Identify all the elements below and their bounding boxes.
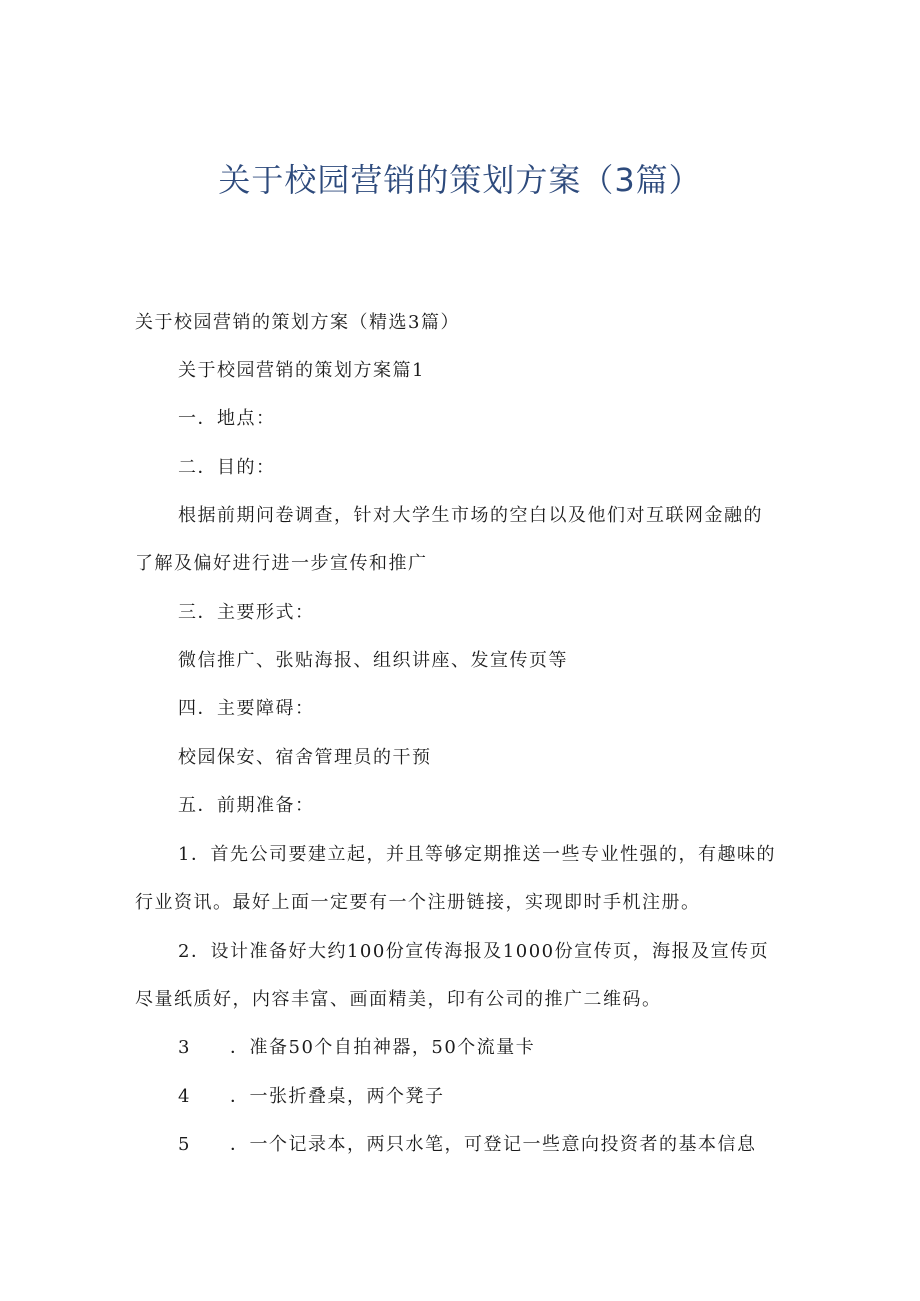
prep-item-5: [178, 1133, 757, 1157]
prep-item-text: ．一张折叠桌，两个凳子: [230, 1086, 445, 1107]
section-heading: 关于校园营销的策划方案篇1: [178, 360, 425, 381]
prep-item-4: [178, 1085, 445, 1109]
heading-preparation: 五．前期准备：: [178, 795, 315, 816]
heading-purpose: 二．目的：: [178, 457, 276, 478]
prep-item-text: ．准备50个自拍神器，50个流量卡: [230, 1037, 536, 1058]
prep-item-number: 3: [178, 1037, 191, 1058]
prep-item-number: 5: [178, 1134, 191, 1155]
prep-item-line: 行业资讯。最好上面一定要有一个注册链接，实现即时手机注册。: [135, 892, 701, 913]
purpose-paragraph-line: 根据前期问卷调查，针对大学生市场的空白以及他们对互联网金融的: [178, 505, 763, 526]
document-subtitle: 关于校园营销的策划方案（精选3篇）: [135, 312, 460, 333]
document-title: 关于校园营销的策划方案（3篇）: [218, 161, 702, 199]
heading-location: 一．地点：: [178, 408, 276, 429]
prep-item-number: 4: [178, 1086, 191, 1107]
prep-item-line: 1．首先公司要建立起，并且等够定期推送一些专业性强的，有趣味的: [178, 844, 776, 865]
prep-item-line: 尽量纸质好，内容丰富、画面精美，印有公司的推广二维码。: [135, 989, 662, 1010]
purpose-paragraph-line: 了解及偏好进行进一步宣传和推广: [135, 553, 428, 574]
prep-item-text: ．一个记录本，两只水笔，可登记一些意向投资者的基本信息: [230, 1134, 757, 1155]
heading-forms: 三．主要形式：: [178, 602, 315, 623]
prep-item-line: 2．设计准备好大约100份宣传海报及1000份宣传页，海报及宣传页: [178, 941, 770, 962]
forms-paragraph: 微信推广、张贴海报、组织讲座、发宣传页等: [178, 650, 568, 671]
heading-obstacles: 四．主要障碍：: [178, 698, 315, 719]
obstacles-paragraph: 校园保安、宿舍管理员的干预: [178, 747, 432, 768]
prep-item-3: [178, 1036, 535, 1060]
